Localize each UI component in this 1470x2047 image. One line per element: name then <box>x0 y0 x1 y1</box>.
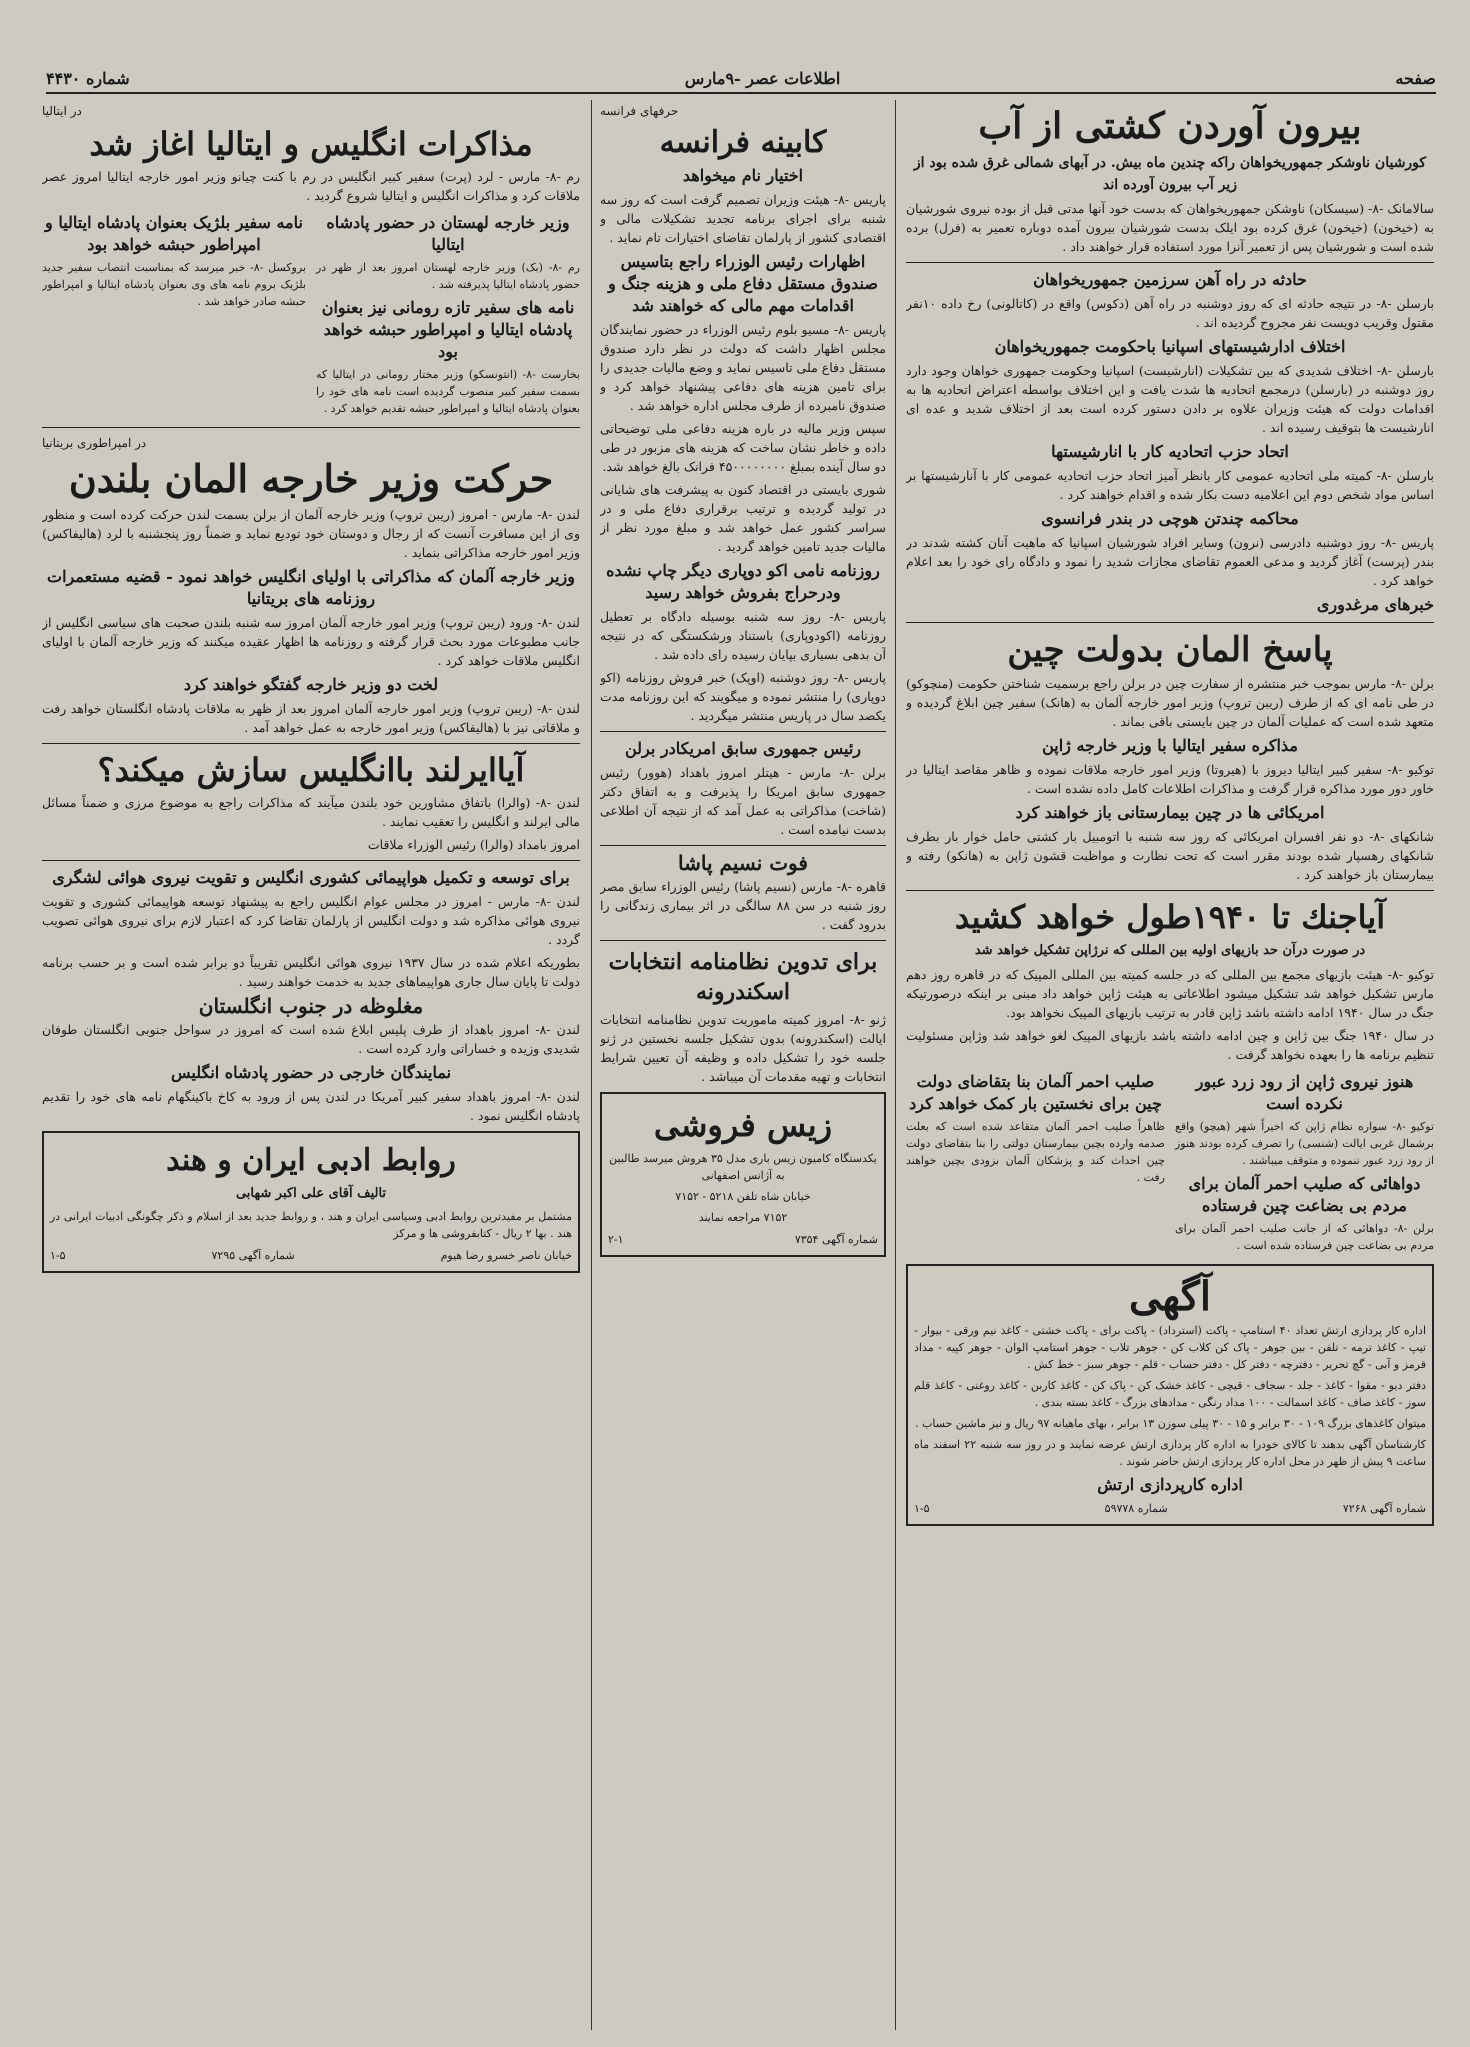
ad-box-book <box>42 1131 580 1273</box>
ad-zis-title: زیس فروشی <box>653 1106 833 1144</box>
headline-us-president: رئیس جمهوری سابق امریکادر برلن <box>625 739 861 758</box>
text-cabinet: پاریس -۸- هیئت وزیران تصمیم گرفت است که روز سه شنبه برای اجرای برنامه تجدید تشکیلات مالی و اقتصادی کشور از پارلمان تقاضای اختیارات تام نماید . <box>600 192 886 245</box>
headline-rail: حادثه در راه آهن سرزمین جمهوریخواهان <box>1033 270 1307 289</box>
sub-war-1940: در صورت درآن حد بازیهای اولیه بین المللی که نرژاپن تشکیل خواهد شد <box>974 943 1366 958</box>
headline-aid: دواهائی که صلیب احمر آلمان برای مردم بی بضاعت چین فرستاده <box>1188 1174 1421 1215</box>
headline-poland: وزیر خارجه لهستان در حضور پادشاه ایتالیا <box>326 213 570 254</box>
text-war-1940: توکیو -۸- هیئت بازیهای مجمع بین المللی که در جلسه کمیته بین المللی المپیک که در قاهره روز دهم مارس تشکیل خواهد شد تشکیل میشود اطلاعاتی به هیئت ژاپن خواهد داد مبنی بر اینکه درصورتیکه جنگ در سال ۱۹۴۰ ادامه داشته باشد ژاپن قادر به ترتیب بازیهای المپیک نخواهد بود. <box>906 967 1434 1020</box>
divider <box>906 262 1434 263</box>
text-ireland-2: امروز بامداد (والرا) رئیس الوزراء ملاقات <box>367 837 580 852</box>
text-us-president: برلن -۸- مارس - هیتلر امروز باهداد (هوور) رئیس جمهوری سابق امریکا را پذیرفت و به اتفاق دکتر (شاخت) مذاکراتی به عمل آمد که از نتیجه آن اطلاعی بدست نیامده است . <box>600 765 886 837</box>
ad-box-zis <box>600 1092 886 1257</box>
book-address: خیابان ناصر خسرو رضا هیوم <box>440 1249 572 1262</box>
ad-title: آگهی <box>1129 1273 1211 1320</box>
ad-zis-line3: ۷۱۵۲ مراجعه نمایند <box>698 1211 788 1224</box>
text-war-1940-b: در سال ۱۹۴۰ جنگ بین ژاپن و چین ادامه داشته باشد بازیهای المپیک لغو خواهد شد وژاپن مسئولیت تنظیم برنامه ها را بعهده نخواهد گرفت . <box>906 1028 1434 1062</box>
text-hospital: شانکهای -۸- دو نفر افسران امریکائی که روز سه شنبه با اتومبیل بار کشتی حامل خوار بار بطرف شانکهای رهسپار شده بودند مقرر است که تحت نظارت و مواظبت قشون ژاپن به (هانکو) رفته و بیمارستان باز خواهند کرد . <box>906 829 1434 882</box>
text-union: بارسلن -۸- کمیته ملی اتحادیه عمومی کار بانظر آمیز اتحاد حزب اتحادیه عمومی کار با آنارشیستها بر اساس مواد شخص دوم این اعلامیه دست بکار شده و اقدام خواهند کرد . <box>906 468 1434 502</box>
sub-raise-ship: کورشیان ناوشکر جمهوریخواهان راکه چندین ماه بیش. در آبهای شمالی غرق شده بود از زیر آب بیرون آورده اند <box>913 155 1427 193</box>
headline-anarchists: اختلاف ادارشیستهای اسپانیا باحکومت جمهوریخواهان <box>994 337 1346 356</box>
headline-ribbentrop: حرکت وزیر خارجه المان بلندن <box>68 456 554 501</box>
text-blum-3: شوری بایستی در اقتصاد کنون به پیشرفت های شایانی در تولید گردیده و ترتیب برقراری دفاع ملی و در سراسر کشور عمل خواهد شد و مبلغ مورد نظر از مالیات جدید تامین خواهد گردید . <box>600 482 886 554</box>
text-king: لندن -۸- (ریبن تروپ) وزیر امور خارجه آلمان امروز بعد از ظهر به ملاقات پادشاه انگلستان خواهد رفت و ملاقاتی نیز با (هالیفاکس) وزیر امور خارجه به عمل خواهد آمد . <box>42 701 580 735</box>
issue-number: شماره ۴۴۳۰ <box>46 68 130 88</box>
subcol-right <box>1175 1068 1434 1258</box>
column-rule <box>591 100 592 2030</box>
page-header <box>46 64 1436 94</box>
text-yellow-river: توکیو -۸- سواره نظام ژاپن که اخیراً شهر (هیچو) واقع برشمال غربی ایالت (شنسی) را تصرف کرده بودند هنوز از رود زرد عبور ننموده و متوقف میباشند . <box>1175 1120 1434 1167</box>
ad-zis-line2: خیابان شاه تلفن ۵۲۱۸ - ۷۱۵۲ <box>675 1190 811 1203</box>
headline-nasim: فوت نسیم پاشا <box>678 851 808 875</box>
text-anarchists: بارسلن -۸- اختلاف شدیدی که بین تشکیلات (انارشیست) اسپانیا وحکومت جمهوری خواهان وجود دارد روز دوشنبه در (بارسلن) درمجمع اتحادیه ها شدت یافت و این اختلاف بواسطه اعتراض اتحادیه ها به اقدامات دولت که هیئت وزیران علاوه بر دادن دستور کرده است بعد از اختلاف شدید و عده ای انارشیست ها بتوقیف رسیده اند . <box>906 363 1434 435</box>
text-anglo-italian: رم -۸- مارس - لرد (پرت) سفیر کبیر انگلیس در رم با کنت چیانو وزیر امور خارجه ایتالیا امروز عصر ملاقات کرد و مذاکرات انگلیس و ایتالیا شروع گردید . <box>42 169 580 203</box>
ad-zis-line1: یکدستگاه کامیون زیس باری مدل ۳۵ هروش میرسد طالبین به آژانس اصفهانی <box>609 1152 877 1182</box>
two-col-italy <box>42 209 580 421</box>
headline-ireland: آیاایرلند باانگلیس سازش میکند؟ <box>97 751 525 789</box>
headline-envoys: نمایندگان خارجی در حضور پادشاه انگلیس <box>170 1063 452 1082</box>
headline-air: برای توسعه و تکمیل هواپیمائی کشوری انگلیس و تقویت نیروی هوائی لشگری <box>52 868 570 887</box>
book-footer <box>50 1246 572 1265</box>
text-rail: بارسلن -۸- در نتیجه حادثه ای که روز دوشنبه در راه آهن (دکوس) واقع در (کاتالونی) رخ داده ۱۰نفر مقتول وقریب دویست نفر مجروح گردیده اند . <box>906 296 1434 330</box>
subcol-left <box>42 209 306 421</box>
headline-german-red-cross: صلیب احمر آلمان بنا بتقاضای دولت چین برای نخستین بار کمک خواهد کرد <box>909 1072 1162 1113</box>
column-right <box>906 100 1434 2030</box>
text-paper: پاریس -۸- روز سه شنبه بوسیله دادگاه بر تعطیل روزنامه (اکودوپاری) باستناد ورشکستگی که در نتیجه آن بدهی بسیاری بپایان رسیده رای داده شد . <box>600 609 886 662</box>
headline-raise-ship: بیرون آوردن کشتی از آب <box>978 105 1362 147</box>
text-raise-ship: سالامانک -۸- (سیسکان) ناوشکن جمهوریخواهان که بدست خود آنها مدتی قبل از بوده نیروی شورشیان به (خیخون) (خیخون) غرق کرده بود ایلک بدست شورشیان بیرون آمده دوباره تعمیر به (فرل) برده شده است و شورشیان پس از تعمیر آنرا مورد استفاده قرار خواهند داد . <box>906 201 1434 254</box>
divider <box>600 731 886 732</box>
headline-trial: محاکمه چندتن هوچی در بندر فرانسوی <box>1041 509 1299 528</box>
text-belgium: بروکسل -۸- خبر میرسد که بمناسبت انتصاب سفیر جدید بلژیک بروم نامه های وی بعنوان پادشاه ایتالیا و امپراطور حبشه صادر خواهد شد . <box>42 261 306 308</box>
text-nasim: قاهره -۸- مارس (نسیم پاشا) رئیس الوزراء سابق مصر روز شنبه در سن ۸۸ سالگی در اثر بیماری زندگانی را بدرود گفت . <box>600 879 886 932</box>
kicker-britain: در امپراطوری بریتانیا <box>42 436 147 450</box>
headline-italy-japan: مذاکره سفیر ایتالیا با وزیر خارجه ژاپن <box>1042 736 1298 755</box>
page-label: صفحه <box>1395 68 1436 88</box>
headline-romania: نامه های سفیر تازه رومانی نیز بعنوان پادشاه ایتالیا و امپراطور حبشه خواهد بود <box>321 298 575 361</box>
text-envoys: لندن -۸- امروز باهداد سفیر کبیر آمریکا در لندن پس از ورود به کاخ باکینگهام نامه های خود را تقدیم پادشاه انگلیس نمود . <box>42 1089 580 1123</box>
text-blum: پاریس -۸- مسیو بلوم رئیس الوزراء در حضور نمایندگان مجلس اظهار داشت که دولت در نظر دارد صندوق مستقل دفاع ملی تاسیس نماید و وضع مالیات جدیدی را برای تامین هزینه های دفاعی پیشنهاد خواهد کرد و صندوق نامبرده از طرف مجلس اداره خواهد شد . <box>600 322 886 413</box>
ad-zis-footer <box>608 1230 878 1249</box>
headline-china: پاسخ المان بدولت چین <box>1007 630 1333 670</box>
text-paper-2: پاریس -۸- روز دوشنبه (اوپک) خبر فروش روزنامه (اکو دوپاری) را منتشر نموده و میگویند که این روزنامه مدت یکصد سال در پاریس منتشر میگردید . <box>600 670 886 723</box>
headline-belgium: نامه سفیر بلژیک بعنوان پادشاه ایتالیا و امپراطور حبشه خواهد بود <box>45 213 303 254</box>
divider <box>600 845 886 846</box>
ad-text-3: میتوان کاغذهای بزرگ ۱۰۹ - ۳۰ برابر و ۱۵ - ۳۰ پیلی سوزن ۱۳ برابر ، بهای ماهیانه ۹۷ ریال و نیز ماشین حساب . <box>915 1417 1426 1430</box>
book-text: مشتمل بر مفیدترین روابط ادبی وسیاسی ایران و هند ، و روابط جدید بعد از اسلام و ذکر چگونگی ادبیات ایرانی در هند . بها ۲ ریال - کتابفروشی ها و مرکز <box>50 1210 572 1240</box>
headline-storm: مغلوظه در جنوب انگلستان <box>198 994 424 1018</box>
headline-paper: روزنامه نامی اکو دوپاری دیگر چاپ نشده ودرحراج بفروش خواهد رسید <box>606 561 880 602</box>
headline-hospital: امریکائی ها در چین بیمارستانی باز خواهند کرد <box>1015 803 1325 822</box>
headline-cabinet: کابینه فرانسه <box>659 125 827 160</box>
two-col-block <box>906 1068 1434 1258</box>
divider <box>906 890 1434 891</box>
ad-footer <box>914 1499 1426 1518</box>
text-poland: رم -۸- (بک) وزیر خارجه لهستان امروز بعد از ظهر در حضور پادشاه ایتالیا پذیرفته شد . <box>316 261 580 291</box>
column-rule <box>895 100 896 2030</box>
headline-yellow-river: هنوز نیروی ژاپن از رود زرد عبور نکرده است <box>1195 1072 1414 1113</box>
book-number: شماره آگهی ۷۲۹۵ <box>211 1249 295 1262</box>
ad-text-2: دفتر دیو - مقوا - کاغذ - جلد - سجاف - قیچی - کاغذ خشک کن - پاک کن - کاغذ کاربن - کاغذ روغنی - کاغذ قلم سوز - کاغذ صاف - کاغذ اسمالت - ۱۰۰ مداد رنگی - مدادهای بزرگ - کاغذ بسته بندی . <box>914 1379 1426 1409</box>
kicker-france: حرفهای فرانسه <box>600 104 679 118</box>
headline-king: لخت دو وزیر خارجه گفتگو خواهند کرد <box>183 675 439 694</box>
ad-box-supply <box>906 1264 1434 1526</box>
ad-zis-number: شماره آگهی ۷۳۵۴ <box>794 1233 878 1246</box>
sub-cabinet: اختیار نام میخواهد <box>682 166 804 185</box>
headline-more: خبرهای مرغدوری <box>1316 595 1434 614</box>
text-air-2: بطوریکه اعلام شده در سال ۱۹۳۷ نیروی هوائی انگلیس تقریباً دو برابر شده است و بر حسب برنامه دولت تا پایان سال جاری هواپیماهای جدید به خدمت خواهند رسید . <box>42 955 580 989</box>
kicker-italy: در ایتالیا <box>42 104 82 118</box>
subcol-left <box>906 1068 1165 1258</box>
headline-alexandretta: برای تدوین نظامنامه انتخابات اسکندرونه <box>608 949 878 1005</box>
headline-union: اتحاد حزب اتحادیه کار با انارشیستها <box>1051 442 1289 461</box>
ad-side-number: شماره ۵۹۷۷۸ <box>1104 1502 1168 1515</box>
ad-number: شماره آگهی ۷۲۶۸ <box>1342 1502 1426 1515</box>
text-aid: برلن -۸- دواهائی که از جانب صلیب احمر آلمان برای مردم بی بضاعت چین فرستاده شده است . <box>1175 1222 1434 1252</box>
header-center: اطلاعات عصر -۹مارس <box>684 68 841 88</box>
text-ribbentrop: لندن -۸- مارس - امروز (ریبن تروپ) وزیر خارجه آلمان از برلن بسمت لندن حرکت کرده است و منظور وی از این مسافرت آنست که از رجال و دوستان خود تودیع نماید و ضمناً روز پنجشنبه با لرد (هالیفاکس) وزیر امور خارجه مذاکراتی بنماید . <box>42 507 580 560</box>
column-left <box>42 100 580 2030</box>
headline-ribbentrop-2: وزیر خارجه آلمان که مذاکراتی با اولیای انگلیس خواهد نمود - قضیه مستعمرات روزنامه های بریتانیا <box>47 567 575 608</box>
text-china: برلن -۸- مارس بموجب خبر منتشره از سفارت چین در برلن راجع برسمیت شناختن حکومت (منچوکو) در طی نامه ای که از طرف (ریبن تروپ) وزیر امور خارجه آلمان به (هانک) سفیر چین ابلاغ گردیده و متعهد شده است که عملیات آلمان در چین بایستی باقی بماند . <box>906 676 1434 729</box>
text-german-red-cross: ظاهراً صلیب احمر آلمان متقاعد شده است که بعلت صدمه وارده بچین بیمارستان دولتی را بنا بتقاضای دولت چین احداث کند و پزشکان آلمان بزودی بچین خواهند رفت . <box>906 1120 1165 1184</box>
text-storm: لندن -۸- امروز باهداد از طرف پلیس ابلاغ شده است که امروز در سواحل جنوبی انگلستان طوفان شدیدی وزیده و خساراتی وارد کرده است . <box>42 1022 580 1056</box>
text-ireland: لندن -۸- (والرا) باتفاق مشاورین خود بلندن میآیند که مذاکرات راجع به موضوع مرزی و ضمناً مسائل مالی ایرلند و انگلیس را تعقیب نمایند . <box>42 795 580 829</box>
subcol-right <box>316 209 580 421</box>
ad-sign: اداره کارپردازی ارتش <box>1097 1475 1243 1494</box>
book-title: روابط ادبی ایران و هند <box>166 1143 456 1178</box>
ad-text-4: کارشناسان آگهی بدهند تا کالای خودرا به اداره کار پردازی ارتش عرضه نمایند و در روز سه شنبه ۲۲ اسفند ماه ساعت ۹ پیش از ظهر در محل اداره کار پردازی ارتش حاضر شوند . <box>914 1438 1426 1468</box>
text-italy-japan: توکیو -۸- سفیر کبیر ایتالیا دیروز با (هیروتا) وزیر امور خارجه ملاقات نموده و ظاهر مقاصد ایتالیا در خاور دور مورد مذاکره قرار گرفت و مذاکرات اطلاعات کامل داده نشده است . <box>906 762 1434 796</box>
text-ribbentrop-2: لندن -۸- ورود (ریبن تروپ) وزیر امور خارجه آلمان امروز سه شنبه بلندن صحبت های سیاسی انگلیس از جانب مطبوعات مورد بحث قرار گرفته و روزنامه ها اظهار عقیده میکنند که وزیر خارجه آلمان با اولیای انگلیس ملاقات خواهد کرد . <box>42 615 580 668</box>
headline-anglo-italian: مذاکرات انگلیس و ایتالیا اغاز شد <box>89 125 533 163</box>
text-alexandretta: ژنو -۸- امروز کمیته ماموریت تدوین نظامنامه انتخابات ایالت (اسکندرونه) بدون تشکیل جلسه نخستین در ژنو جلسه خود را تشکیل داده و وظیفه آن تعیین شرایط انتخابات و تهیه مقدمات آن میباشد . <box>600 1012 886 1084</box>
headline-blum: اظهارات رئیس الوزراء راجع بتاسیس صندوق مستقل دفاع ملی و هزینه جنگ و اقدامات مهم مالی که خواهند شد <box>608 252 878 315</box>
ad-text-1: اداره کار پردازی ارتش تعداد ۴۰ استامپ - پاکت (استرداد) - پاکت برای - پاکت خشتی - کاغذ نیم ورقی - بیوار - تیپ - کاغذ ترمه - تلفن - بین جوهر - پاک کن کلاب کن - جوهر تلاب - جوهر استامپ الوان - جوهر کپیه - مداد قرمز و آبی - گچ تحریر - دفترچه - دفتر کل - دفتر حساب - قلم - جوهر سبز - خط کش . <box>914 1324 1427 1371</box>
text-trial: پاریس -۸- روز دوشنبه دادرسی (نرون) وسایر افراد شورشیان اسپانیا که ماهیت آنان کشته شدند در بندر (پرست) آغاز گردید و مدعی العموم تقاضای مجازات شدید را نمود و دادگاه رای خود را بعد اعلام خواهد کرد . <box>906 535 1434 588</box>
divider <box>42 427 580 428</box>
book-code: ۱-۵ <box>50 1249 66 1262</box>
ad-zis-code: ۲-۱ <box>608 1233 624 1246</box>
divider <box>42 860 580 861</box>
text-air: لندن -۸- مارس - امروز در مجلس عوام انگلیس راجع به پیشنهاد توسعه هواپیمائی کشوری و تقویت نیروی هوائی مذاکره شد و دولت انگلیس از پارلمان تقاضا کرد که اعتبار لازم برای نیروی هوائی تصویب گردد . <box>42 894 580 947</box>
column-middle <box>600 100 886 2030</box>
divider <box>906 622 1434 623</box>
ad-code: ۱-۵ <box>914 1502 930 1515</box>
text-blum-2: سپس وزیر مالیه در باره هزینه دفاعی ملی توضیحاتی داده و خاطر نشان ساخت که هزینه های مزبور در طی دو سال آینده بمبلغ ۴۵۰۰۰۰۰۰۰۰ فرانک بالغ خواهد شد. <box>600 421 886 474</box>
divider <box>600 940 886 941</box>
headline-war-1940: آیاجنك تا ۱۹۴۰طول خواهد کشید <box>954 898 1386 936</box>
text-romania: بخارست -۸- (انتونسکو) وزیر مختار رومانی در ایتالیا که بسمت سفیر کبیر منصوب گردیده است نامه های خود را بعنوان پادشاه ایتالیا و امپراطور حبشه تقدیم خواهد کرد . <box>316 368 580 415</box>
divider <box>42 743 580 744</box>
book-author: تالیف آقای علی اکبر شهابی <box>235 1186 387 1201</box>
